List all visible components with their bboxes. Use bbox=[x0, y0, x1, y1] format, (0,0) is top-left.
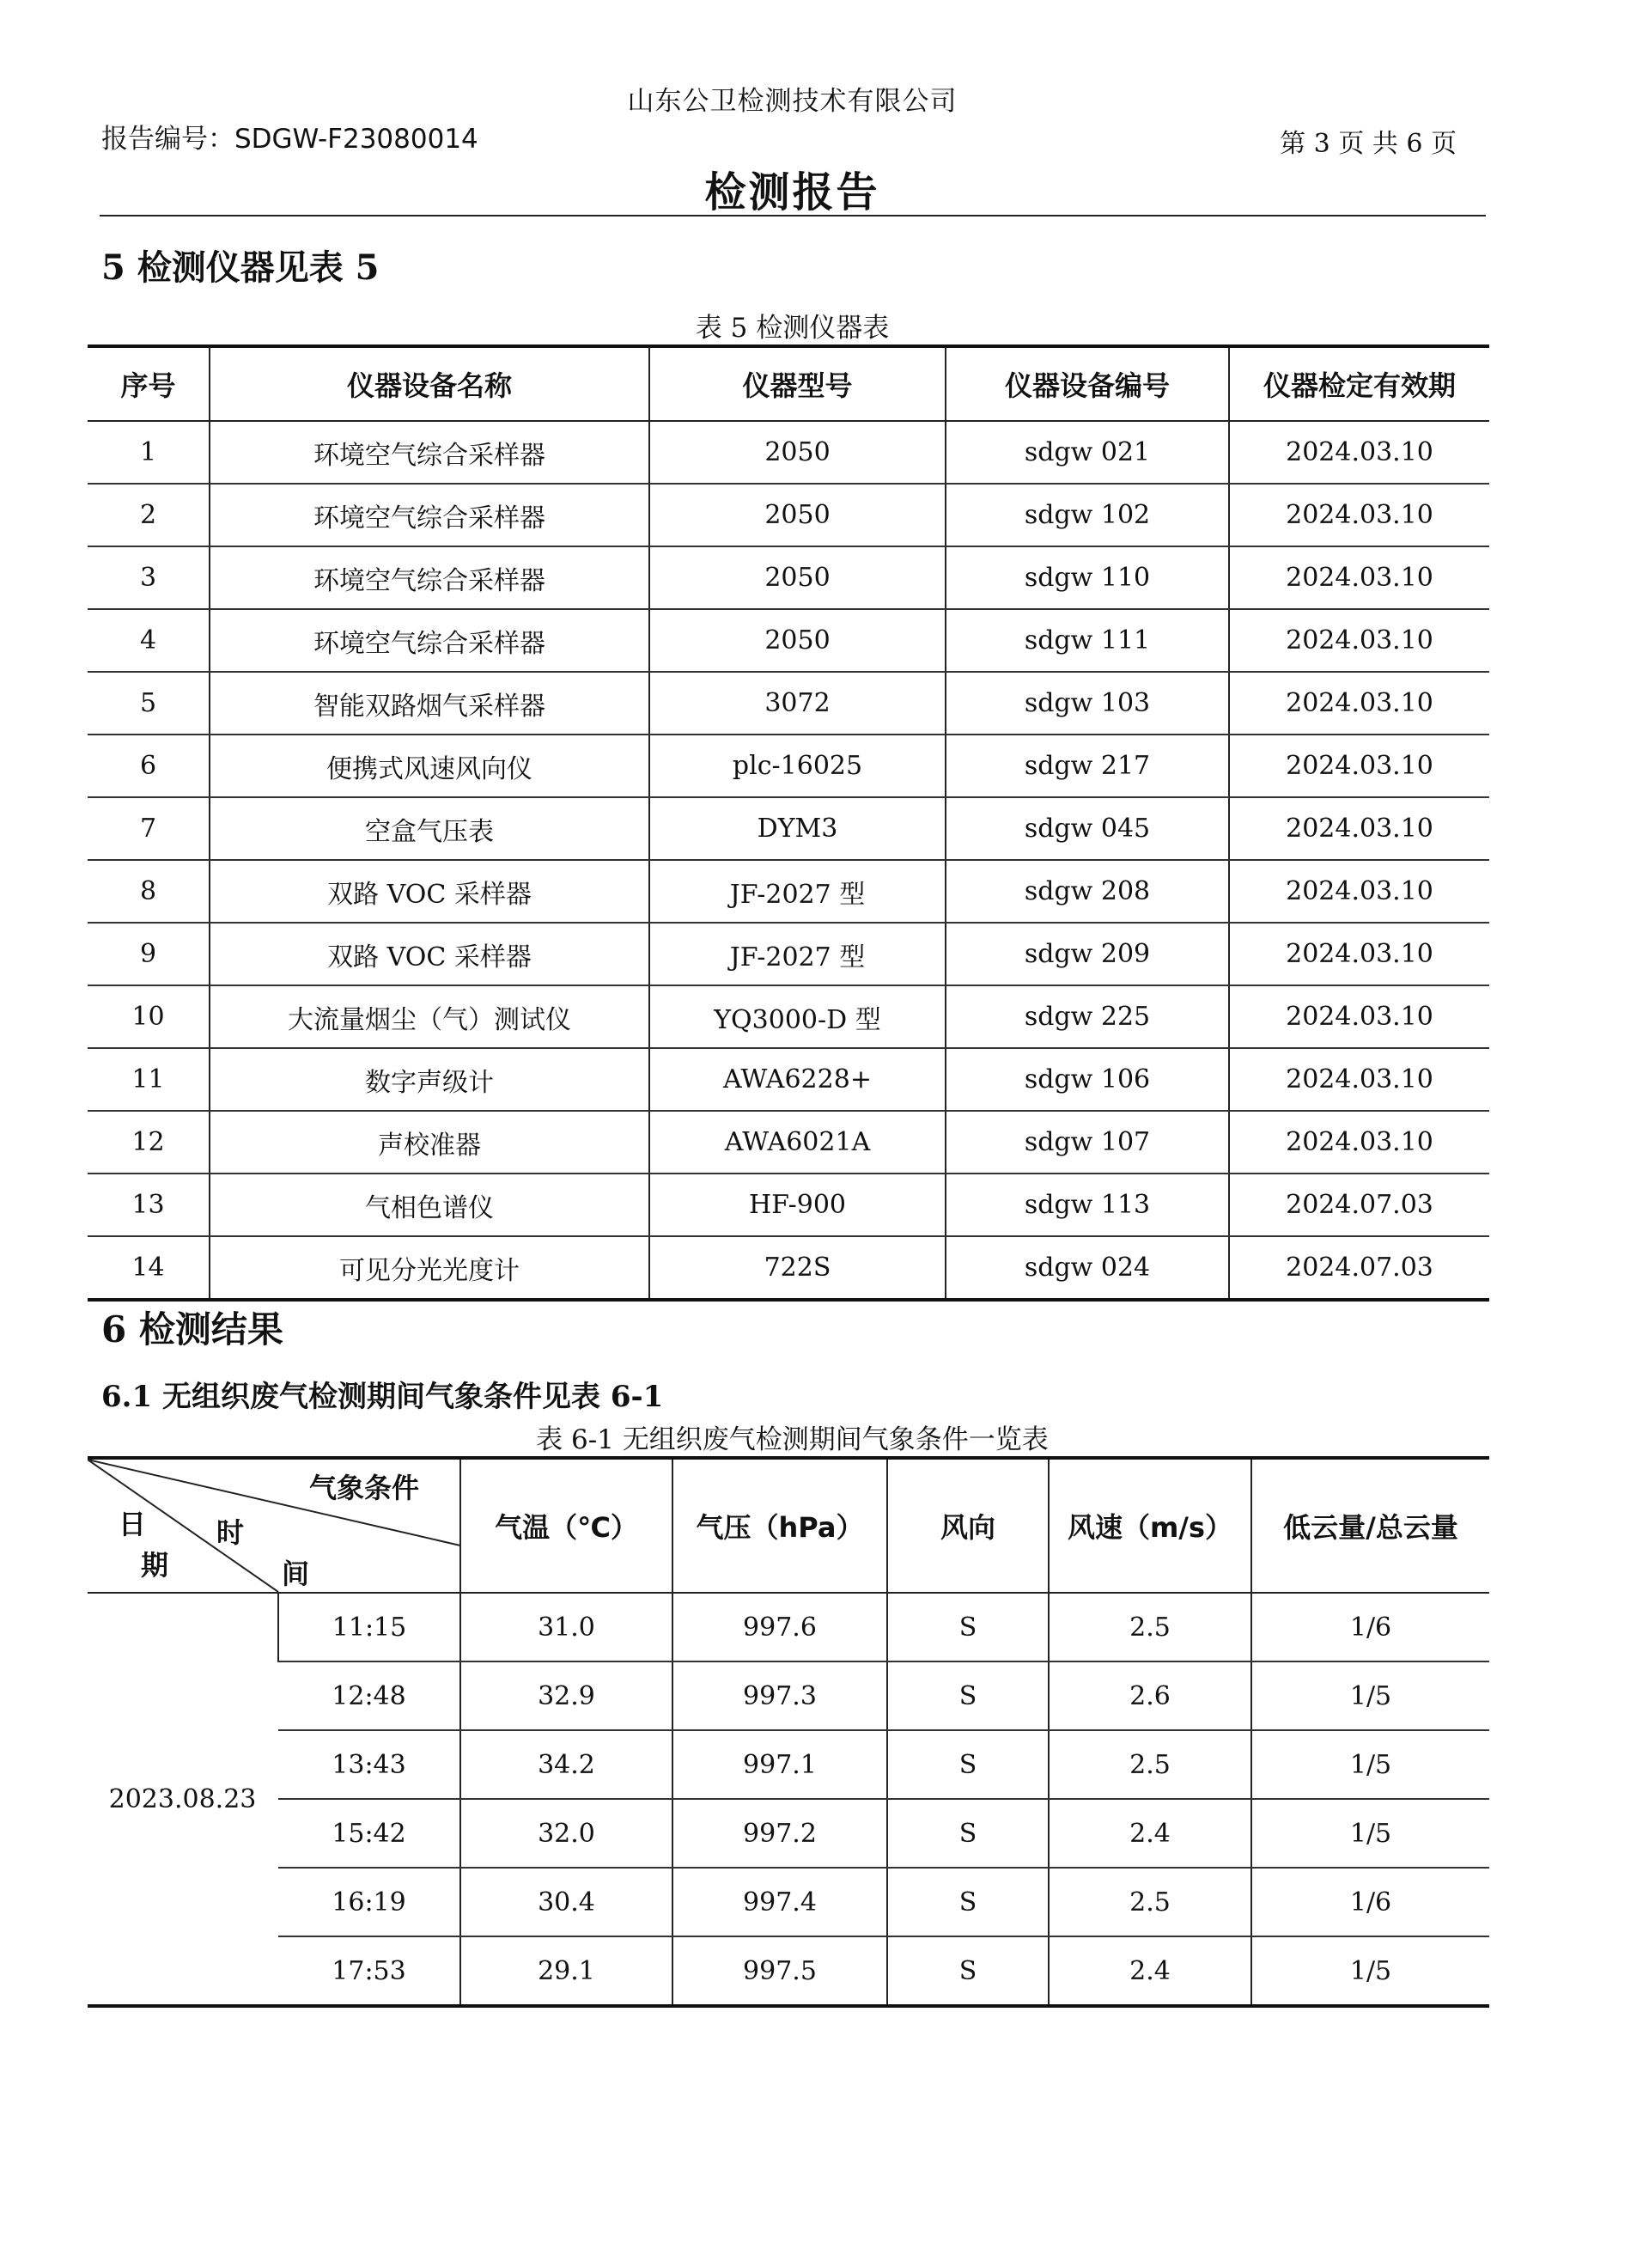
table-cell: 4 bbox=[88, 609, 210, 672]
table-cell: 2.5 bbox=[1049, 1868, 1251, 1936]
table-cell: 1/5 bbox=[1251, 1936, 1489, 2006]
table-cell: 16:19 bbox=[278, 1868, 460, 1936]
table-cell: 2050 bbox=[649, 484, 946, 546]
section-5-heading: 5 检测仪器见表 5 bbox=[101, 247, 380, 288]
table-cell: sdgw 107 bbox=[946, 1111, 1229, 1174]
table-row bbox=[88, 609, 1489, 672]
table-cell: S bbox=[887, 1936, 1049, 2006]
table-cell: sdgw 113 bbox=[946, 1174, 1229, 1236]
table-row bbox=[88, 1236, 1489, 1300]
table-cell: 2.4 bbox=[1049, 1799, 1251, 1868]
table-cell: 2024.03.10 bbox=[1229, 797, 1489, 860]
table-cell: 1/6 bbox=[1251, 1868, 1489, 1936]
table-cell: 10 bbox=[88, 985, 210, 1048]
table-cell: 12:48 bbox=[278, 1661, 460, 1730]
table-cell: sdgw 045 bbox=[946, 797, 1229, 860]
table-row bbox=[88, 484, 1489, 546]
table-row bbox=[88, 1111, 1489, 1174]
table-cell: 2050 bbox=[649, 421, 946, 484]
table-cell: sdgw 106 bbox=[946, 1048, 1229, 1111]
table-row bbox=[88, 421, 1489, 484]
table-cell: JF-2027 型 bbox=[649, 923, 946, 985]
table-cell: 2024.03.10 bbox=[1229, 672, 1489, 735]
table-cell: 29.1 bbox=[460, 1936, 672, 2006]
table-cell: 12 bbox=[88, 1111, 210, 1174]
table-cell: 1 bbox=[88, 421, 210, 484]
table-cell: 气相色谱仪 bbox=[210, 1174, 649, 1236]
table-cell: 2050 bbox=[649, 609, 946, 672]
table-cell: sdgw 209 bbox=[946, 923, 1229, 985]
table-cell: 2050 bbox=[649, 546, 946, 609]
table-cell: 环境空气综合采样器 bbox=[210, 609, 649, 672]
table-cell: JF-2027 型 bbox=[649, 860, 946, 923]
page-number: 第 3 页 共 6 页 bbox=[1280, 129, 1457, 159]
weather-table bbox=[88, 1456, 1489, 2008]
section-6-heading: 6 检测结果 bbox=[101, 1308, 283, 1350]
table-row bbox=[88, 860, 1489, 923]
section-6-1-heading: 6.1 无组织废气检测期间气象条件见表 6-1 bbox=[101, 1380, 664, 1414]
corner-label-time-1: 时 bbox=[216, 1516, 245, 1549]
table-cell: sdgw 225 bbox=[946, 985, 1229, 1048]
table-cell: 997.6 bbox=[672, 1593, 887, 1661]
table-cell: AWA6228+ bbox=[649, 1048, 946, 1111]
table-cell: 大流量烟尘（气）测试仪 bbox=[210, 985, 649, 1048]
instrument-table-body bbox=[88, 421, 1489, 1300]
table-row bbox=[88, 1174, 1489, 1236]
table-cell: 1/6 bbox=[1251, 1593, 1489, 1661]
table-cell: 2024.07.03 bbox=[1229, 1174, 1489, 1236]
table-cell: 1/5 bbox=[1251, 1799, 1489, 1868]
table-row bbox=[88, 985, 1489, 1048]
table-cell: 声校准器 bbox=[210, 1111, 649, 1174]
table-cell: 997.2 bbox=[672, 1799, 887, 1868]
table-cell: 2024.03.10 bbox=[1229, 421, 1489, 484]
table-cell: 数字声级计 bbox=[210, 1048, 649, 1111]
table-cell: 3072 bbox=[649, 672, 946, 735]
table-cell: 30.4 bbox=[460, 1868, 672, 1936]
table-cell: YQ3000-D 型 bbox=[649, 985, 946, 1048]
table-cell: S bbox=[887, 1661, 1049, 1730]
table-cell: 2024.03.10 bbox=[1229, 860, 1489, 923]
table-cell: 997.3 bbox=[672, 1661, 887, 1730]
table-cell: 双路 VOC 采样器 bbox=[210, 923, 649, 985]
corner-label-date-1: 日 bbox=[119, 1508, 147, 1540]
table-row bbox=[88, 1936, 1489, 2006]
table-cell: 2024.03.10 bbox=[1229, 985, 1489, 1048]
table-cell: S bbox=[887, 1593, 1049, 1661]
table-cell: 1/5 bbox=[1251, 1730, 1489, 1799]
table-cell: 5 bbox=[88, 672, 210, 735]
corner-label-date-2: 期 bbox=[141, 1549, 169, 1582]
table-cell: 2024.07.03 bbox=[1229, 1236, 1489, 1300]
table-cell: 8 bbox=[88, 860, 210, 923]
table-row bbox=[88, 735, 1489, 797]
table-cell: 2024.03.10 bbox=[1229, 1048, 1489, 1111]
instrument-table bbox=[88, 344, 1489, 1302]
table-row bbox=[88, 1661, 1489, 1730]
table-cell: 32.0 bbox=[460, 1799, 672, 1868]
table-cell: 9 bbox=[88, 923, 210, 985]
table-row bbox=[88, 1048, 1489, 1111]
table-row bbox=[88, 923, 1489, 985]
col-header: 风向 bbox=[887, 1458, 1049, 1593]
table-cell: sdgw 111 bbox=[946, 609, 1229, 672]
table-cell: AWA6021A bbox=[649, 1111, 946, 1174]
table-cell: 11:15 bbox=[278, 1593, 460, 1661]
col-header: 气压（hPa） bbox=[672, 1458, 887, 1593]
table-cell: S bbox=[887, 1868, 1049, 1936]
table-cell: 3 bbox=[88, 546, 210, 609]
table-cell: sdgw 208 bbox=[946, 860, 1229, 923]
table-cell: 2024.03.10 bbox=[1229, 1111, 1489, 1174]
table-row bbox=[88, 672, 1489, 735]
col-header: 低云量/总云量 bbox=[1251, 1458, 1489, 1593]
table-cell: sdgw 102 bbox=[946, 484, 1229, 546]
date-cell: 2023.08.23 bbox=[108, 1783, 257, 1814]
table-cell: sdgw 217 bbox=[946, 735, 1229, 797]
table-cell: 智能双路烟气采样器 bbox=[210, 672, 649, 735]
table-cell: S bbox=[887, 1730, 1049, 1799]
table-cell: 14 bbox=[131, 1253, 165, 1283]
col-header: 序号 bbox=[88, 346, 210, 421]
table-cell: sdgw 110 bbox=[946, 546, 1229, 609]
corner-label-time-2: 间 bbox=[282, 1558, 310, 1590]
table-cell: 15:42 bbox=[278, 1799, 460, 1868]
table-row bbox=[88, 1868, 1489, 1936]
table-cell: 31.0 bbox=[460, 1593, 672, 1661]
table-cell: 6 bbox=[88, 735, 210, 797]
table-cell: plc-16025 bbox=[649, 735, 946, 797]
table-cell: 2.6 bbox=[1049, 1661, 1251, 1730]
diagonal-header-cell bbox=[88, 1460, 459, 1592]
table-cell: HF-900 bbox=[649, 1174, 946, 1236]
table-cell: 2.5 bbox=[1049, 1730, 1251, 1799]
table-header-row bbox=[88, 1458, 1489, 1593]
table-cell: 2024.03.10 bbox=[1229, 735, 1489, 797]
table-cell: 环境空气综合采样器 bbox=[210, 484, 649, 546]
table-5-caption: 表 5 检测仪器表 bbox=[695, 313, 890, 344]
document-title: 检测报告 bbox=[704, 168, 880, 216]
table-cell: 997.1 bbox=[672, 1730, 887, 1799]
table-cell: 2024.03.10 bbox=[1229, 546, 1489, 609]
table-cell: 11 bbox=[88, 1048, 210, 1111]
table-cell: 便携式风速风向仪 bbox=[210, 735, 649, 797]
company-name: 山东公卫检测技术有限公司 bbox=[627, 86, 958, 117]
col-header: 仪器设备编号 bbox=[946, 346, 1229, 421]
table-cell: S bbox=[887, 1799, 1049, 1868]
table-cell: sdgw 024 bbox=[946, 1236, 1229, 1300]
table-row bbox=[88, 1799, 1489, 1868]
table-cell: 13:43 bbox=[278, 1730, 460, 1799]
table-cell: 环境空气综合采样器 bbox=[210, 546, 649, 609]
table-cell: 17:53 bbox=[332, 1955, 406, 1986]
col-header: 气温（℃） bbox=[460, 1458, 672, 1593]
table-cell: DYM3 bbox=[649, 797, 946, 860]
table-6-1-caption: 表 6-1 无组织废气检测期间气象条件一览表 bbox=[536, 1424, 1049, 1455]
table-cell: 13 bbox=[88, 1174, 210, 1236]
table-cell: 环境空气综合采样器 bbox=[210, 421, 649, 484]
table-cell: 7 bbox=[88, 797, 210, 860]
table-cell: 2 bbox=[88, 484, 210, 546]
table-cell: 空盒气压表 bbox=[210, 797, 649, 860]
table-cell: 997.4 bbox=[672, 1868, 887, 1936]
report-number: 报告编号：SDGW-F23080014 bbox=[101, 124, 478, 155]
col-header: 仪器型号 bbox=[649, 346, 946, 421]
table-cell: 2024.03.10 bbox=[1229, 609, 1489, 672]
table-row bbox=[88, 546, 1489, 609]
corner-header bbox=[88, 1458, 460, 1593]
table-cell: 2024.03.10 bbox=[1229, 923, 1489, 985]
table-cell: 可见分光光度计 bbox=[210, 1236, 649, 1300]
table-row bbox=[88, 797, 1489, 860]
col-header: 风速（m/s） bbox=[1049, 1458, 1251, 1593]
col-header: 仪器检定有效期 bbox=[1229, 346, 1489, 421]
table-cell: 2.4 bbox=[1049, 1936, 1251, 2006]
col-header: 仪器设备名称 bbox=[210, 346, 649, 421]
table-cell: 997.5 bbox=[672, 1936, 887, 2006]
table-cell: 1/5 bbox=[1251, 1661, 1489, 1730]
table-row bbox=[88, 1730, 1489, 1799]
table-cell: sdgw 021 bbox=[946, 421, 1229, 484]
table-cell: sdgw 103 bbox=[946, 672, 1229, 735]
table-cell: 2024.03.10 bbox=[1229, 484, 1489, 546]
table-header-row bbox=[88, 346, 1489, 421]
corner-label-weather: 气象条件 bbox=[309, 1472, 420, 1504]
table-cell: 32.9 bbox=[460, 1661, 672, 1730]
table-cell: 34.2 bbox=[460, 1730, 672, 1799]
table-row bbox=[88, 1593, 1489, 1661]
table-cell: 双路 VOC 采样器 bbox=[210, 860, 649, 923]
header-divider bbox=[100, 215, 1486, 216]
table-cell: 2.5 bbox=[1049, 1593, 1251, 1661]
table-cell: 722S bbox=[649, 1236, 946, 1300]
weather-table-body bbox=[88, 1593, 1489, 2006]
